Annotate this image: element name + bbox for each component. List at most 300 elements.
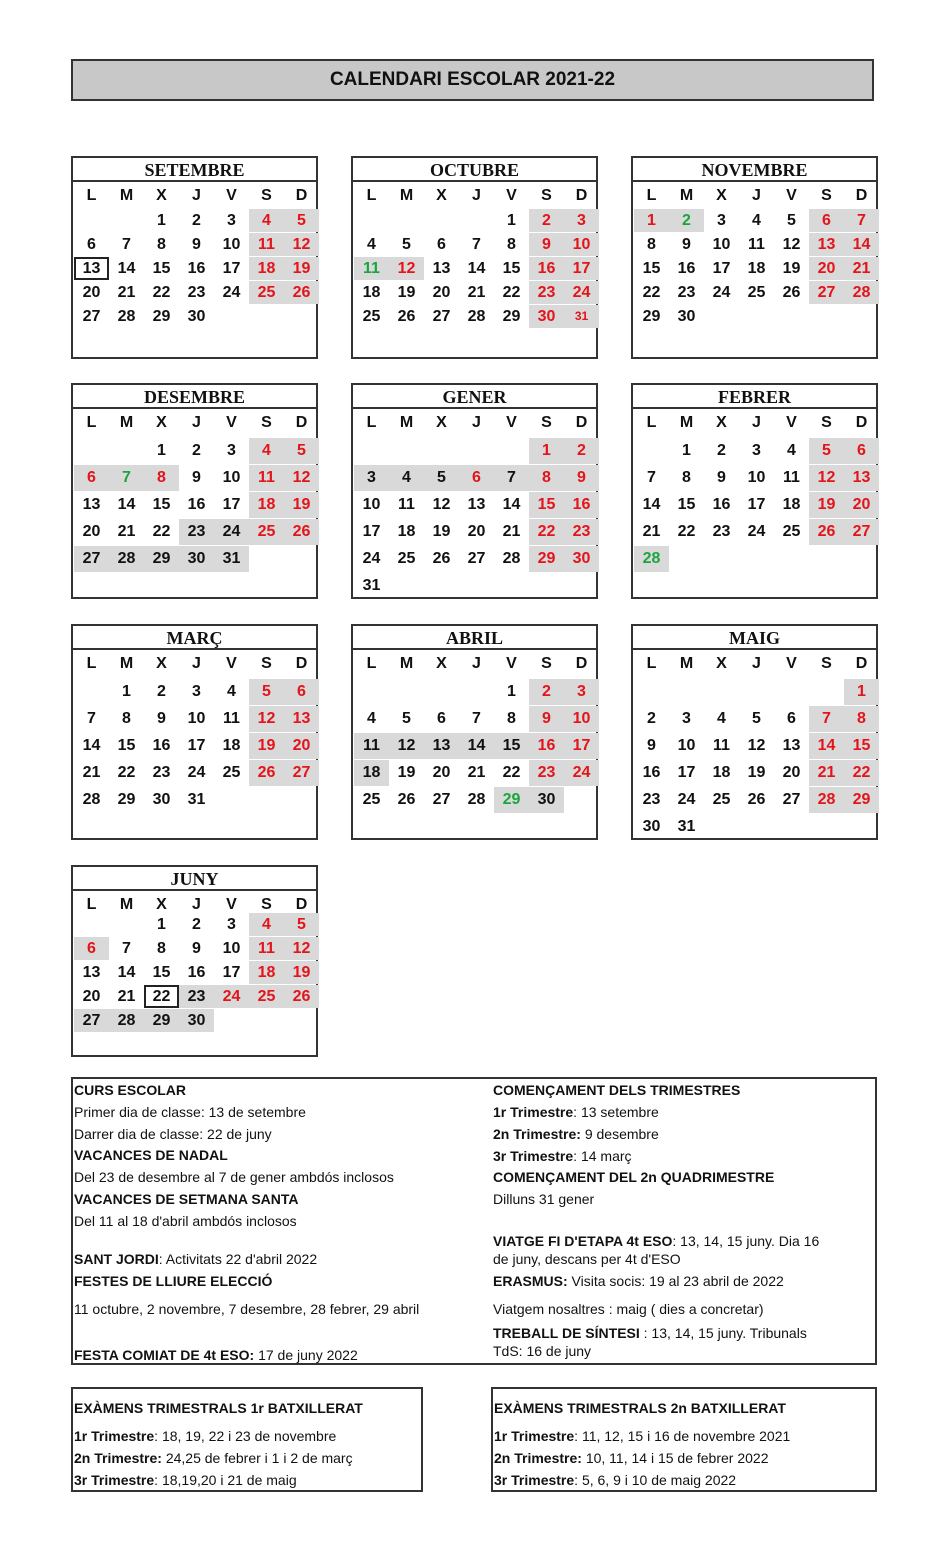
day-cell: 18	[782, 496, 801, 513]
day-cell: 18	[397, 523, 416, 540]
weekday-label: V	[226, 896, 237, 913]
day-cell: 15	[117, 737, 136, 754]
day-cell: 6	[87, 236, 96, 253]
day-cell: 8	[122, 710, 131, 727]
day-cell: 7	[494, 465, 529, 491]
info-right-line	[493, 1126, 659, 1142]
day-cell: 10	[712, 236, 731, 253]
day-cell: 26	[397, 308, 416, 325]
day-cell: 24	[362, 550, 381, 567]
exam-row	[74, 1428, 336, 1444]
day-cell: 6	[74, 937, 109, 960]
weekday-label: D	[295, 187, 308, 204]
day-cell: 30	[677, 308, 696, 325]
weekday-label: J	[472, 414, 481, 431]
day-cell: 13	[74, 257, 109, 280]
day-cell: 14	[502, 496, 521, 513]
day-cell: 4	[249, 913, 284, 936]
month-title: GENER	[353, 385, 596, 409]
text: Del 11 al 18 d'abril ambdós inclosos	[74, 1213, 297, 1229]
day-cell: 28	[844, 281, 879, 304]
day-cell: 11	[354, 257, 389, 280]
weekday-label: M	[679, 414, 694, 431]
day-cell: 7	[647, 469, 656, 486]
day-cell: 17	[222, 964, 241, 981]
day-cell: 18	[222, 737, 241, 754]
text: Viatgem nosaltres : maig ( dies a concretar)	[493, 1301, 764, 1317]
day-cell: 16	[712, 496, 731, 513]
exam-title	[74, 1400, 363, 1416]
exam-box-2n-batxillerat	[491, 1387, 877, 1492]
day-cell: 8	[157, 236, 166, 253]
day-cell: 20	[82, 284, 101, 301]
weekday-label: D	[575, 414, 588, 431]
day-cell: 20	[467, 523, 486, 540]
day-cell: 17	[222, 260, 241, 277]
weekday-label: V	[226, 187, 237, 204]
day-cell: 7	[844, 209, 879, 232]
weekday-label: S	[261, 896, 272, 913]
day-cell: 28	[502, 550, 521, 567]
weekday-label: S	[541, 414, 552, 431]
weekday-label: J	[192, 414, 201, 431]
day-cell: 5	[787, 212, 796, 229]
day-cell: 13	[284, 706, 319, 732]
day-cell: 1	[157, 212, 166, 229]
weekday-label: X	[436, 655, 447, 672]
day-cell: 25	[222, 764, 241, 781]
day-cell: 9	[157, 710, 166, 727]
day-cell: 3	[227, 442, 236, 459]
day-cell: 27	[844, 519, 879, 545]
day-cell: 27	[82, 308, 101, 325]
text: 11 octubre, 2 novembre, 7 desembre, 28 febrer, 29 abril	[74, 1301, 420, 1317]
day-cell: 16	[642, 764, 661, 781]
day-cell: 5	[284, 913, 319, 936]
day-cell: 18	[362, 284, 381, 301]
day-cell: 7	[472, 236, 481, 253]
text: 24,25 de febrer i 1 i 2 de març	[161, 1450, 353, 1466]
day-cell: 7	[109, 465, 144, 491]
weekday-label: D	[855, 187, 868, 204]
day-cell: 7	[122, 940, 131, 957]
day-cell: 19	[782, 260, 801, 277]
month-title: MAIG	[633, 626, 876, 650]
day-cell: 23	[677, 284, 696, 301]
day-cell: 22	[502, 284, 521, 301]
bold-label: CURS ESCOLAR	[74, 1082, 187, 1098]
day-cell: 24	[187, 764, 206, 781]
day-cell: 12	[389, 257, 424, 280]
day-cell: 17	[222, 496, 241, 513]
day-cell: 28	[467, 308, 486, 325]
bold-label: SANT JORDI	[74, 1251, 159, 1267]
day-cell: 4	[752, 212, 761, 229]
day-cell: 17	[564, 733, 599, 759]
info-left-line	[74, 1126, 272, 1142]
day-cell: 11	[354, 733, 389, 759]
day-cell: 23	[712, 523, 731, 540]
day-cell: 25	[362, 791, 381, 808]
month-setembre	[71, 156, 318, 359]
day-cell: 9	[529, 233, 564, 256]
day-cell: 14	[642, 496, 661, 513]
info-right-line	[493, 1148, 632, 1164]
day-cell: 16	[529, 733, 564, 759]
day-cell: 9	[647, 737, 656, 754]
day-cell: 9	[564, 465, 599, 491]
text: 17 de juny 2022	[254, 1347, 358, 1363]
day-cell: 28	[109, 546, 144, 572]
day-cell: 5	[284, 438, 319, 464]
day-cell: 8	[507, 710, 516, 727]
day-cell: 4	[787, 442, 796, 459]
weekday-label: L	[86, 655, 97, 672]
info-left-line	[74, 1169, 394, 1185]
day-cell: 14	[844, 233, 879, 256]
day-cell: 14	[809, 733, 844, 759]
day-cell: 17	[747, 496, 766, 513]
month-novembre	[631, 156, 878, 359]
weekday-label: L	[366, 187, 377, 204]
month-title: SETEMBRE	[73, 158, 316, 182]
weekday-label: S	[821, 655, 832, 672]
day-cell: 22	[642, 284, 661, 301]
weekday-label: X	[156, 655, 167, 672]
bold-label: VIATGE FI D'ETAPA 4t ESO	[493, 1233, 673, 1249]
day-cell: 14	[117, 496, 136, 513]
day-cell: 9	[192, 469, 201, 486]
month-abril	[351, 624, 598, 840]
day-cell: 2	[564, 438, 599, 464]
text: : Activitats 22 d'abril 2022	[158, 1251, 318, 1267]
day-cell: 4	[249, 438, 284, 464]
day-cell: 12	[747, 737, 766, 754]
weekday-label: L	[86, 414, 97, 431]
day-cell: 18	[249, 492, 284, 518]
day-cell: 30	[642, 818, 661, 835]
day-cell: 2	[669, 209, 704, 232]
day-cell: 9	[682, 236, 691, 253]
bold-label: 3r Trimestre	[494, 1472, 575, 1488]
day-cell: 14	[82, 737, 101, 754]
text: 9 desembre	[580, 1126, 659, 1142]
day-cell: 14	[117, 964, 136, 981]
day-cell: 21	[809, 760, 844, 786]
day-cell: 26	[432, 550, 451, 567]
day-cell: 2	[157, 683, 166, 700]
day-cell: 22	[152, 523, 171, 540]
day-cell: 20	[432, 284, 451, 301]
info-right-line	[493, 1343, 591, 1359]
day-cell: 23	[564, 519, 599, 545]
day-cell: 12	[809, 465, 844, 491]
weekday-label: J	[472, 655, 481, 672]
day-cell: 28	[467, 791, 486, 808]
text: : 18,19,20 i 21 de maig	[154, 1472, 297, 1488]
day-cell: 23	[529, 760, 564, 786]
day-cell: 31	[187, 791, 206, 808]
day-cell: 1	[507, 683, 516, 700]
info-box	[71, 1077, 877, 1365]
day-cell: 5	[424, 465, 459, 491]
day-cell: 6	[459, 465, 494, 491]
text: Del 23 de desembre al 7 de gener ambdós inclosos	[74, 1169, 394, 1185]
day-cell: 21	[117, 988, 136, 1005]
weekday-label: V	[226, 414, 237, 431]
day-cell: 8	[507, 236, 516, 253]
day-cell: 25	[397, 550, 416, 567]
day-cell: 18	[712, 764, 731, 781]
day-cell: 25	[362, 308, 381, 325]
day-cell: 19	[284, 257, 319, 280]
day-cell: 27	[809, 281, 844, 304]
weekday-label: V	[506, 655, 517, 672]
weekday-label: S	[261, 414, 272, 431]
day-cell: 12	[782, 236, 801, 253]
day-cell: 8	[144, 465, 179, 491]
day-cell: 26	[782, 284, 801, 301]
day-cell: 24	[564, 281, 599, 304]
day-cell: 27	[467, 550, 486, 567]
day-cell: 10	[747, 469, 766, 486]
day-cell: 4	[389, 465, 424, 491]
day-cell: 29	[144, 546, 179, 572]
day-cell: 25	[249, 985, 284, 1008]
day-cell: 9	[192, 236, 201, 253]
day-cell: 24	[222, 284, 241, 301]
info-right-line	[493, 1251, 681, 1267]
text: Visita socis: 19 al 23 abril de 2022	[567, 1273, 784, 1289]
weekday-label: S	[261, 187, 272, 204]
day-cell: 28	[109, 1009, 144, 1032]
weekday-label: V	[786, 187, 797, 204]
info-right-line	[493, 1301, 764, 1317]
day-cell: 6	[809, 209, 844, 232]
day-cell: 7	[809, 706, 844, 732]
exam-box-1r-batxillerat	[71, 1387, 423, 1492]
day-cell: 11	[713, 737, 730, 754]
day-cell: 8	[682, 469, 691, 486]
day-cell: 26	[747, 791, 766, 808]
weekday-label: M	[119, 187, 134, 204]
weekday-label: D	[295, 896, 308, 913]
day-cell: 13	[467, 496, 486, 513]
day-cell: 15	[529, 492, 564, 518]
weekday-label: S	[541, 655, 552, 672]
weekday-label: L	[646, 187, 657, 204]
day-cell: 22	[677, 523, 696, 540]
bold-label: 1r Trimestre	[493, 1104, 574, 1120]
month-title: JUNY	[73, 867, 316, 891]
day-cell: 1	[844, 679, 879, 705]
month-title: OCTUBRE	[353, 158, 596, 182]
day-cell: 2	[192, 916, 201, 933]
text: Primer dia de classe: 13 de setembre	[74, 1104, 306, 1120]
weekday-label: D	[575, 187, 588, 204]
day-cell: 23	[529, 281, 564, 304]
day-cell: 6	[844, 438, 879, 464]
day-cell: 21	[467, 764, 486, 781]
day-cell: 19	[432, 523, 451, 540]
day-cell: 19	[284, 961, 319, 984]
day-cell: 12	[432, 496, 451, 513]
day-cell: 31	[564, 305, 599, 328]
day-cell: 23	[187, 284, 206, 301]
day-cell: 15	[502, 260, 521, 277]
day-cell: 10	[187, 710, 206, 727]
weekday-label: J	[752, 187, 761, 204]
day-cell: 8	[844, 706, 879, 732]
day-cell: 14	[117, 260, 136, 277]
info-right-line	[493, 1325, 807, 1341]
weekday-label: X	[716, 414, 727, 431]
day-cell: 4	[717, 710, 726, 727]
day-cell: 16	[564, 492, 599, 518]
weekday-label: X	[716, 187, 727, 204]
day-cell: 14	[467, 260, 486, 277]
info-right-line	[493, 1273, 784, 1289]
weekday-label: L	[366, 414, 377, 431]
info-left-line	[74, 1347, 358, 1363]
bold-label: ERASMUS:	[493, 1273, 568, 1289]
day-cell: 10	[564, 706, 599, 732]
text: : 14 març	[573, 1148, 632, 1164]
info-left-line	[74, 1251, 317, 1267]
day-cell: 11	[398, 496, 415, 513]
month-title: ABRIL	[353, 626, 596, 650]
info-left-line	[74, 1191, 299, 1207]
day-cell: 31	[214, 546, 249, 572]
day-cell: 21	[82, 764, 101, 781]
info-left-line	[74, 1104, 306, 1120]
day-cell: 30	[179, 546, 214, 572]
day-cell: 13	[82, 964, 101, 981]
day-cell: 29	[144, 1009, 179, 1032]
day-cell: 15	[844, 733, 879, 759]
day-cell: 3	[192, 683, 201, 700]
bold-label: 2n Trimestre:	[74, 1450, 162, 1466]
month-title: DESEMBRE	[73, 385, 316, 409]
day-cell: 15	[677, 496, 696, 513]
weekday-label: M	[399, 655, 414, 672]
weekday-label: S	[821, 414, 832, 431]
day-cell: 30	[152, 791, 171, 808]
month-title: FEBRER	[633, 385, 876, 409]
month-maig	[631, 624, 878, 840]
weekday-label: L	[646, 414, 657, 431]
day-cell: 4	[367, 710, 376, 727]
day-cell: 6	[74, 465, 109, 491]
month-febrer	[631, 383, 878, 599]
weekday-label: M	[399, 414, 414, 431]
day-cell: 24	[214, 519, 249, 545]
exam-row	[74, 1472, 297, 1488]
day-cell: 28	[82, 791, 101, 808]
day-cell: 29	[529, 546, 564, 572]
day-cell: 17	[187, 737, 206, 754]
day-cell: 23	[152, 764, 171, 781]
weekday-label: D	[295, 414, 308, 431]
day-cell: 1	[507, 212, 516, 229]
weekday-label: X	[436, 414, 447, 431]
day-cell: 29	[117, 791, 136, 808]
day-cell: 2	[192, 442, 201, 459]
day-cell: 24	[677, 791, 696, 808]
day-cell: 14	[459, 733, 494, 759]
day-cell: 22	[152, 284, 171, 301]
day-cell: 21	[502, 523, 521, 540]
weekday-label: J	[752, 655, 761, 672]
day-cell: 12	[284, 233, 319, 256]
day-cell: 3	[682, 710, 691, 727]
day-cell: 13	[809, 233, 844, 256]
day-cell: 11	[249, 937, 284, 960]
day-cell: 27	[74, 546, 109, 572]
day-cell: 20	[782, 764, 801, 781]
day-cell: 26	[397, 791, 416, 808]
day-cell: 26	[284, 281, 319, 304]
bold-label: 1r Trimestre	[494, 1428, 575, 1444]
day-cell: 25	[712, 791, 731, 808]
day-cell: 3	[564, 679, 599, 705]
day-cell: 3	[227, 212, 236, 229]
weekday-label: J	[192, 896, 201, 913]
bold-label: VACANCES DE SETMANA SANTA	[74, 1191, 299, 1207]
day-cell: 26	[809, 519, 844, 545]
weekday-label: X	[156, 187, 167, 204]
bold-label: COMENÇAMENT DEL 2n QUADRIMESTRE	[493, 1169, 775, 1185]
day-cell: 13	[844, 465, 879, 491]
weekday-label: S	[821, 187, 832, 204]
day-cell: 25	[249, 281, 284, 304]
day-cell: 23	[642, 791, 661, 808]
day-cell: 17	[712, 260, 731, 277]
bold-label: 1r Trimestre	[74, 1428, 155, 1444]
day-cell: 10	[677, 737, 696, 754]
bold-label: 3r Trimestre	[493, 1148, 574, 1164]
day-cell: 1	[122, 683, 131, 700]
bold-label: VACANCES DE NADAL	[74, 1147, 228, 1163]
month-març	[71, 624, 318, 840]
day-cell: 3	[752, 442, 761, 459]
day-cell: 8	[157, 940, 166, 957]
info-left-line	[74, 1147, 228, 1163]
day-cell: 2	[717, 442, 726, 459]
day-cell: 22	[844, 760, 879, 786]
day-cell: 18	[249, 257, 284, 280]
bold-label: 2n Trimestre:	[493, 1126, 581, 1142]
day-cell: 31	[677, 818, 696, 835]
weekday-label: V	[786, 414, 797, 431]
day-cell: 24	[712, 284, 731, 301]
bold-label: FESTA COMIAT DE 4t ESO:	[74, 1347, 255, 1363]
day-cell: 20	[432, 764, 451, 781]
weekday-label: V	[506, 414, 517, 431]
day-cell: 11	[223, 710, 240, 727]
text: Dilluns 31 gener	[493, 1191, 595, 1207]
day-cell: 3	[564, 209, 599, 232]
text: : 13 setembre	[573, 1104, 659, 1120]
weekday-label: X	[436, 187, 447, 204]
weekday-label: J	[472, 187, 481, 204]
day-cell: 13	[782, 737, 801, 754]
text: : 11, 12, 15 i 16 de novembre 2021	[574, 1428, 791, 1444]
info-right-line	[493, 1169, 774, 1185]
day-cell: 10	[362, 496, 381, 513]
day-cell: 19	[397, 284, 416, 301]
weekday-label: L	[86, 896, 97, 913]
